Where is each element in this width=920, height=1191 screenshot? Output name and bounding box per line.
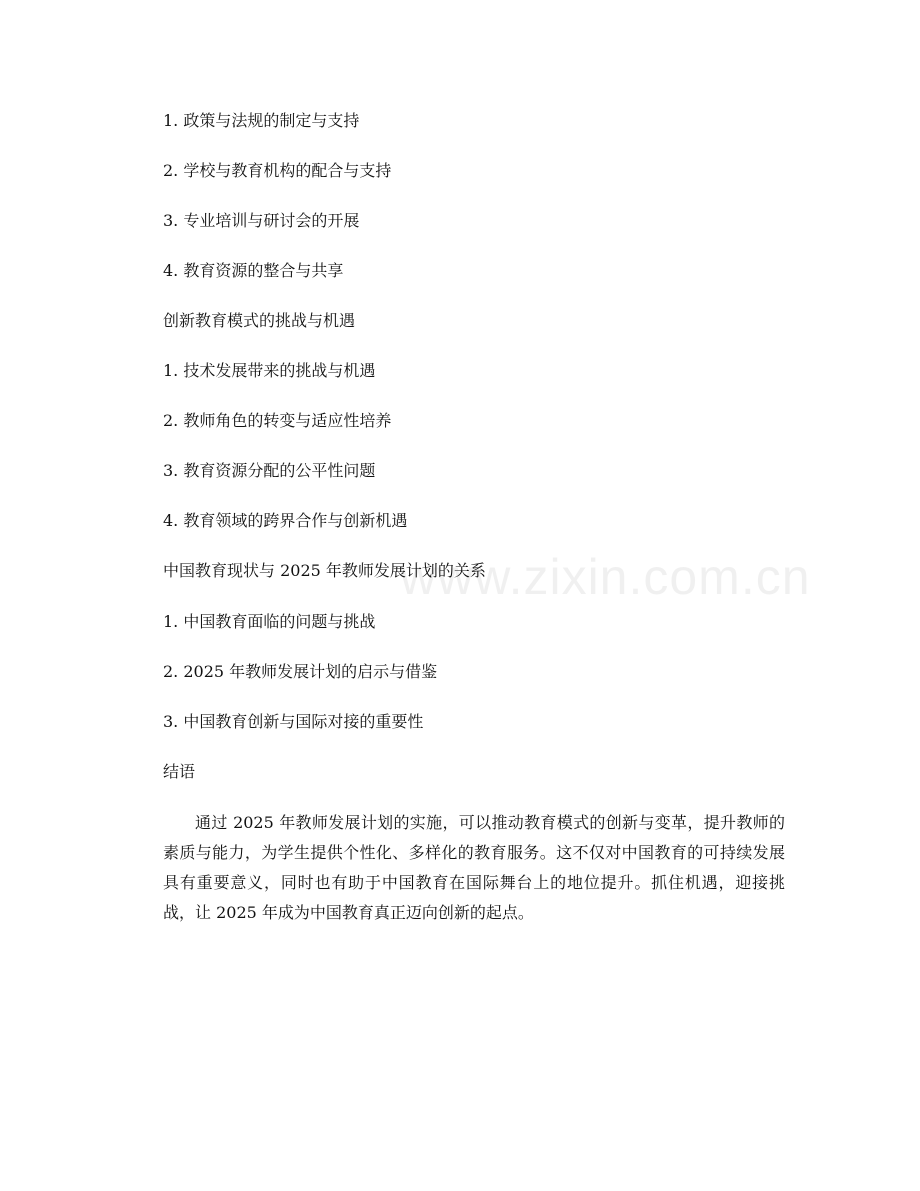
list-item: 1. 政策与法规的制定与支持: [163, 111, 360, 130]
list-item: 1. 技术发展带来的挑战与机遇: [163, 361, 376, 380]
conclusion-paragraph: 通过 2025 年教师发展计划的实施，可以推动教育模式的创新与变革，提升教师的素质与能力，为学生提供个性化、多样化的教育服务。这不仅对中国教育的可持续发展具有重要意义，同时也有助于中国教育在国际舞台上的地位提升。抓住机遇，迎接挑战，让 2025 年成为中国教育真正迈向创新的起点。: [163, 813, 785, 922]
section-heading: 中国教育现状与 2025 年教师发展计划的关系: [163, 561, 486, 580]
list-item: 4. 教育资源的整合与共享: [163, 261, 344, 280]
watermark: www.zixin.com.cn: [400, 549, 811, 605]
list-item: 2. 学校与教育机构的配合与支持: [163, 161, 392, 180]
section-heading: 创新教育模式的挑战与机遇: [163, 311, 356, 330]
section-heading-conclusion: 结语: [163, 762, 196, 781]
list-item: 3. 专业培训与研讨会的开展: [163, 211, 360, 230]
list-item: 3. 教育资源分配的公平性问题: [163, 461, 376, 480]
list-item: 2. 2025 年教师发展计划的启示与借鉴: [163, 662, 438, 681]
list-item: 2. 教师角色的转变与适应性培养: [163, 411, 392, 430]
list-item: 4. 教育领域的跨界合作与创新机遇: [163, 511, 408, 530]
list-item: 3. 中国教育创新与国际对接的重要性: [163, 712, 424, 731]
list-item: 1. 中国教育面临的问题与挑战: [163, 612, 376, 631]
